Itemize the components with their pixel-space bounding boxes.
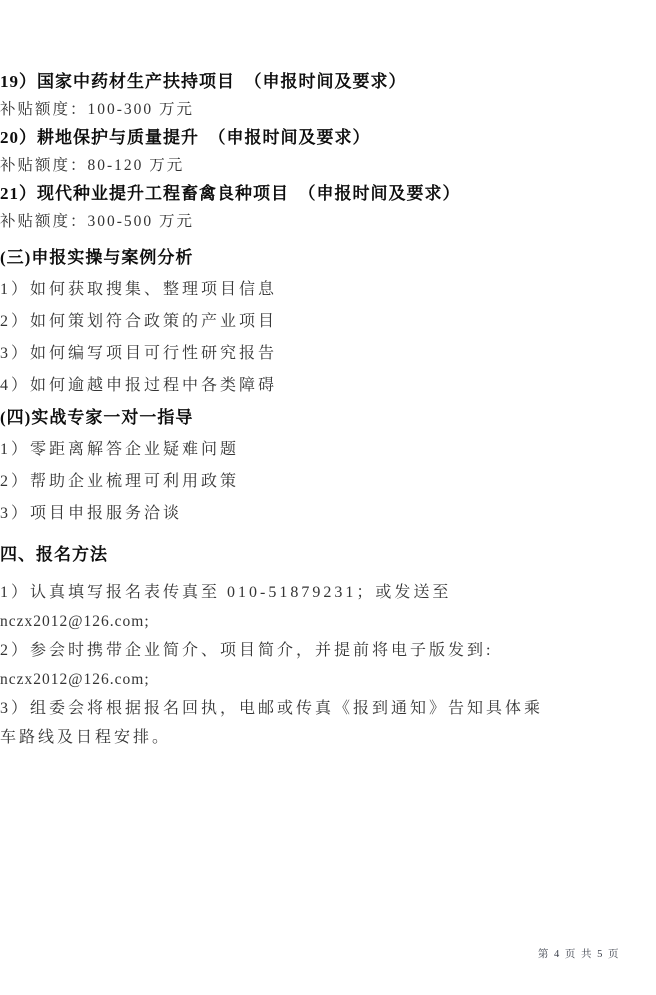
- practice-item-3: 3）如何编写项目可行性研究报告: [0, 345, 278, 362]
- subsidy-amount-19: 补贴额度：100-300 万元: [0, 101, 195, 118]
- practice-item-2: 2）如何策划符合政策的产业项目: [0, 313, 278, 330]
- document-page: [0, 70, 656, 995]
- registration-item-1-line-2: nczx2012@126.com;: [0, 613, 150, 630]
- expert-item-1: 1）零距离解答企业疑难问题: [0, 441, 240, 458]
- subsidy-amount-21: 补贴额度：300-500 万元: [0, 213, 195, 230]
- expert-item-2: 2）帮助企业梳理可利用政策: [0, 473, 240, 490]
- section-heading-registration: 四、报名方法: [0, 545, 108, 564]
- document-body: [0, 70, 656, 749]
- subsidy-amount-20: 补贴额度：80-120 万元: [0, 157, 185, 174]
- page-number-indicator: 第 4 页 共 5 页: [537, 949, 620, 960]
- subsidy-heading-19: 19）国家中药材生产扶持项目 （申报时间及要求）: [0, 72, 407, 91]
- practice-item-4: 4）如何逾越申报过程中各类障碍: [0, 377, 278, 394]
- section-heading-expert: (四)实战专家一对一指导: [0, 408, 194, 427]
- subsidy-heading-20: 20）耕地保护与质量提升 （申报时间及要求）: [0, 128, 371, 147]
- expert-item-3: 3）项目申报服务洽谈: [0, 505, 183, 522]
- registration-item-1-line-1: 1）认真填写报名表传真至 010-51879231；或发送至: [0, 584, 452, 601]
- section-heading-practice: (三)申报实操与案例分析: [0, 248, 194, 267]
- practice-item-1: 1）如何获取搜集、整理项目信息: [0, 281, 278, 298]
- registration-item-3-line-2: 车路线及日程安排。: [0, 729, 172, 746]
- registration-item-3-line-1: 3）组委会将根据报名回执，电邮或传真《报到通知》告知具体乘: [0, 700, 544, 717]
- registration-item-2-line-1: 2）参会时携带企业简介、项目简介，并提前将电子版发到:: [0, 642, 494, 659]
- subsidy-heading-21: 21）现代种业提升工程畜禽良种项目 （申报时间及要求）: [0, 184, 461, 203]
- registration-item-2-line-2: nczx2012@126.com;: [0, 671, 150, 688]
